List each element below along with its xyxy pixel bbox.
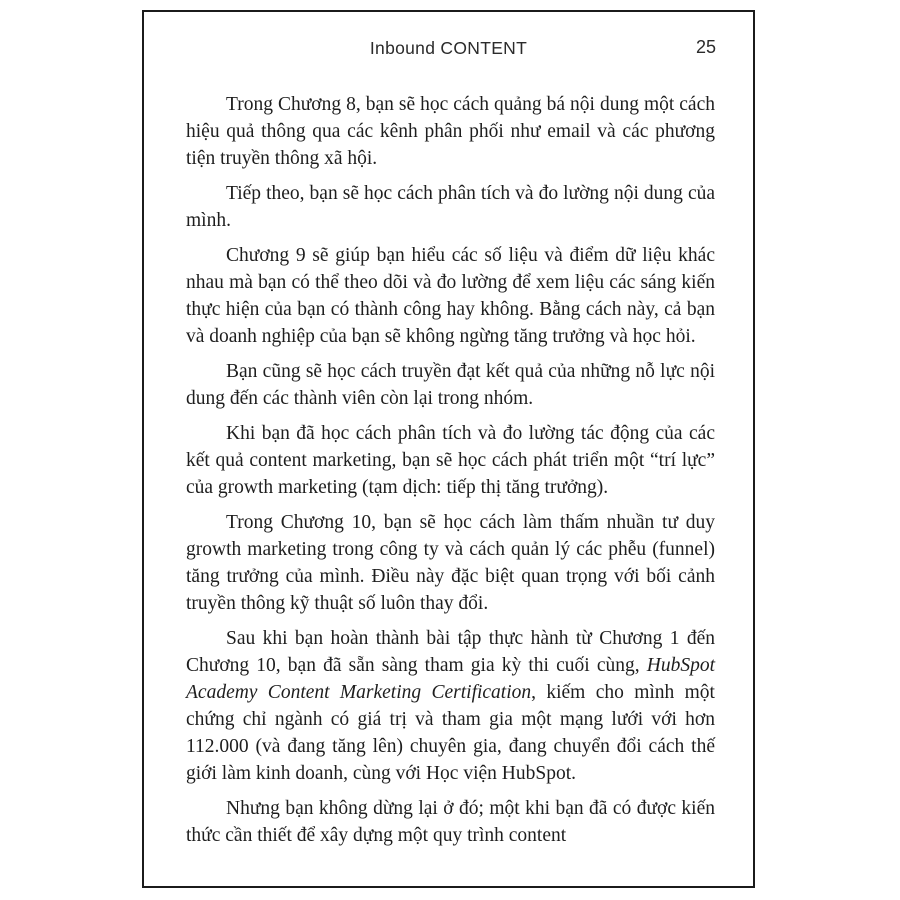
text-run: Chương 9 sẽ giúp bạn hiểu các số liệu và điểm dữ liệu khác nhau mà bạn có thể theo dõi và đo lường để xem liệu các sáng kiến thực hiện của bạn có thành công hay không. Bằng cách này, cả bạn và doanh nghiệp của bạn sẽ không ngừng tăng trưởng và học hỏi. (186, 245, 715, 347)
text-run: , kiếm cho mình một chứng chỉ ngành có giá trị và tham gia một mạng lưới với hơn 112.000 (và đang tăng lên) chuyên gia, đang chuyển đổi cách thế giới làm kinh doanh, cùng với Học viện HubSpot. (186, 682, 715, 784)
page-number: 25 (695, 37, 716, 57)
paragraph (186, 625, 715, 787)
text-run: Sau khi bạn hoàn thành bài tập thực hành từ Chương 1 đến Chương 10, bạn đã sẵn sàng tham gia kỳ thi cuối cùng, (186, 628, 715, 676)
page-header (144, 38, 753, 62)
book-page (142, 10, 755, 888)
paragraph (186, 180, 715, 234)
text-run: Khi bạn đã học cách phân tích và đo lường tác động của các kết quả content marketing, bạn sẽ học cách phát triển một “trí lực” của growth marketing (tạm dịch: tiếp thị tăng trưởng). (186, 423, 715, 498)
text-run: Bạn cũng sẽ học cách truyền đạt kết quả của những nỗ lực nội dung đến các thành viên còn lại trong nhóm. (186, 361, 715, 409)
paragraph (186, 795, 715, 849)
page-body (144, 91, 753, 882)
page-header-title: Inbound CONTENT (369, 38, 528, 58)
paragraph (186, 509, 715, 617)
paragraph (186, 91, 715, 172)
text-run: Nhưng bạn không dừng lại ở đó; một khi bạn đã có được kiến thức cần thiết để xây dựng một quy trình content (186, 798, 715, 846)
paragraph (186, 242, 715, 350)
text-run: Tiếp theo, bạn sẽ học cách phân tích và đo lường nội dung của mình. (186, 183, 715, 231)
text-run: Trong Chương 8, bạn sẽ học cách quảng bá nội dung một cách hiệu quả thông qua các kênh phân phối như email và các phương tiện truyền thông xã hội. (186, 94, 715, 169)
italic-text-run: HubSpot Academy Content Marketing Certification (186, 655, 715, 703)
paragraph (186, 358, 715, 412)
paragraph (186, 420, 715, 501)
text-run: Trong Chương 10, bạn sẽ học cách làm thấm nhuần tư duy growth marketing trong công ty và cách quản lý các phễu (funnel) tăng trưởng của mình. Điều này đặc biệt quan trọng với bối cảnh truyền thông kỹ thuật số luôn thay đổi. (186, 512, 715, 614)
